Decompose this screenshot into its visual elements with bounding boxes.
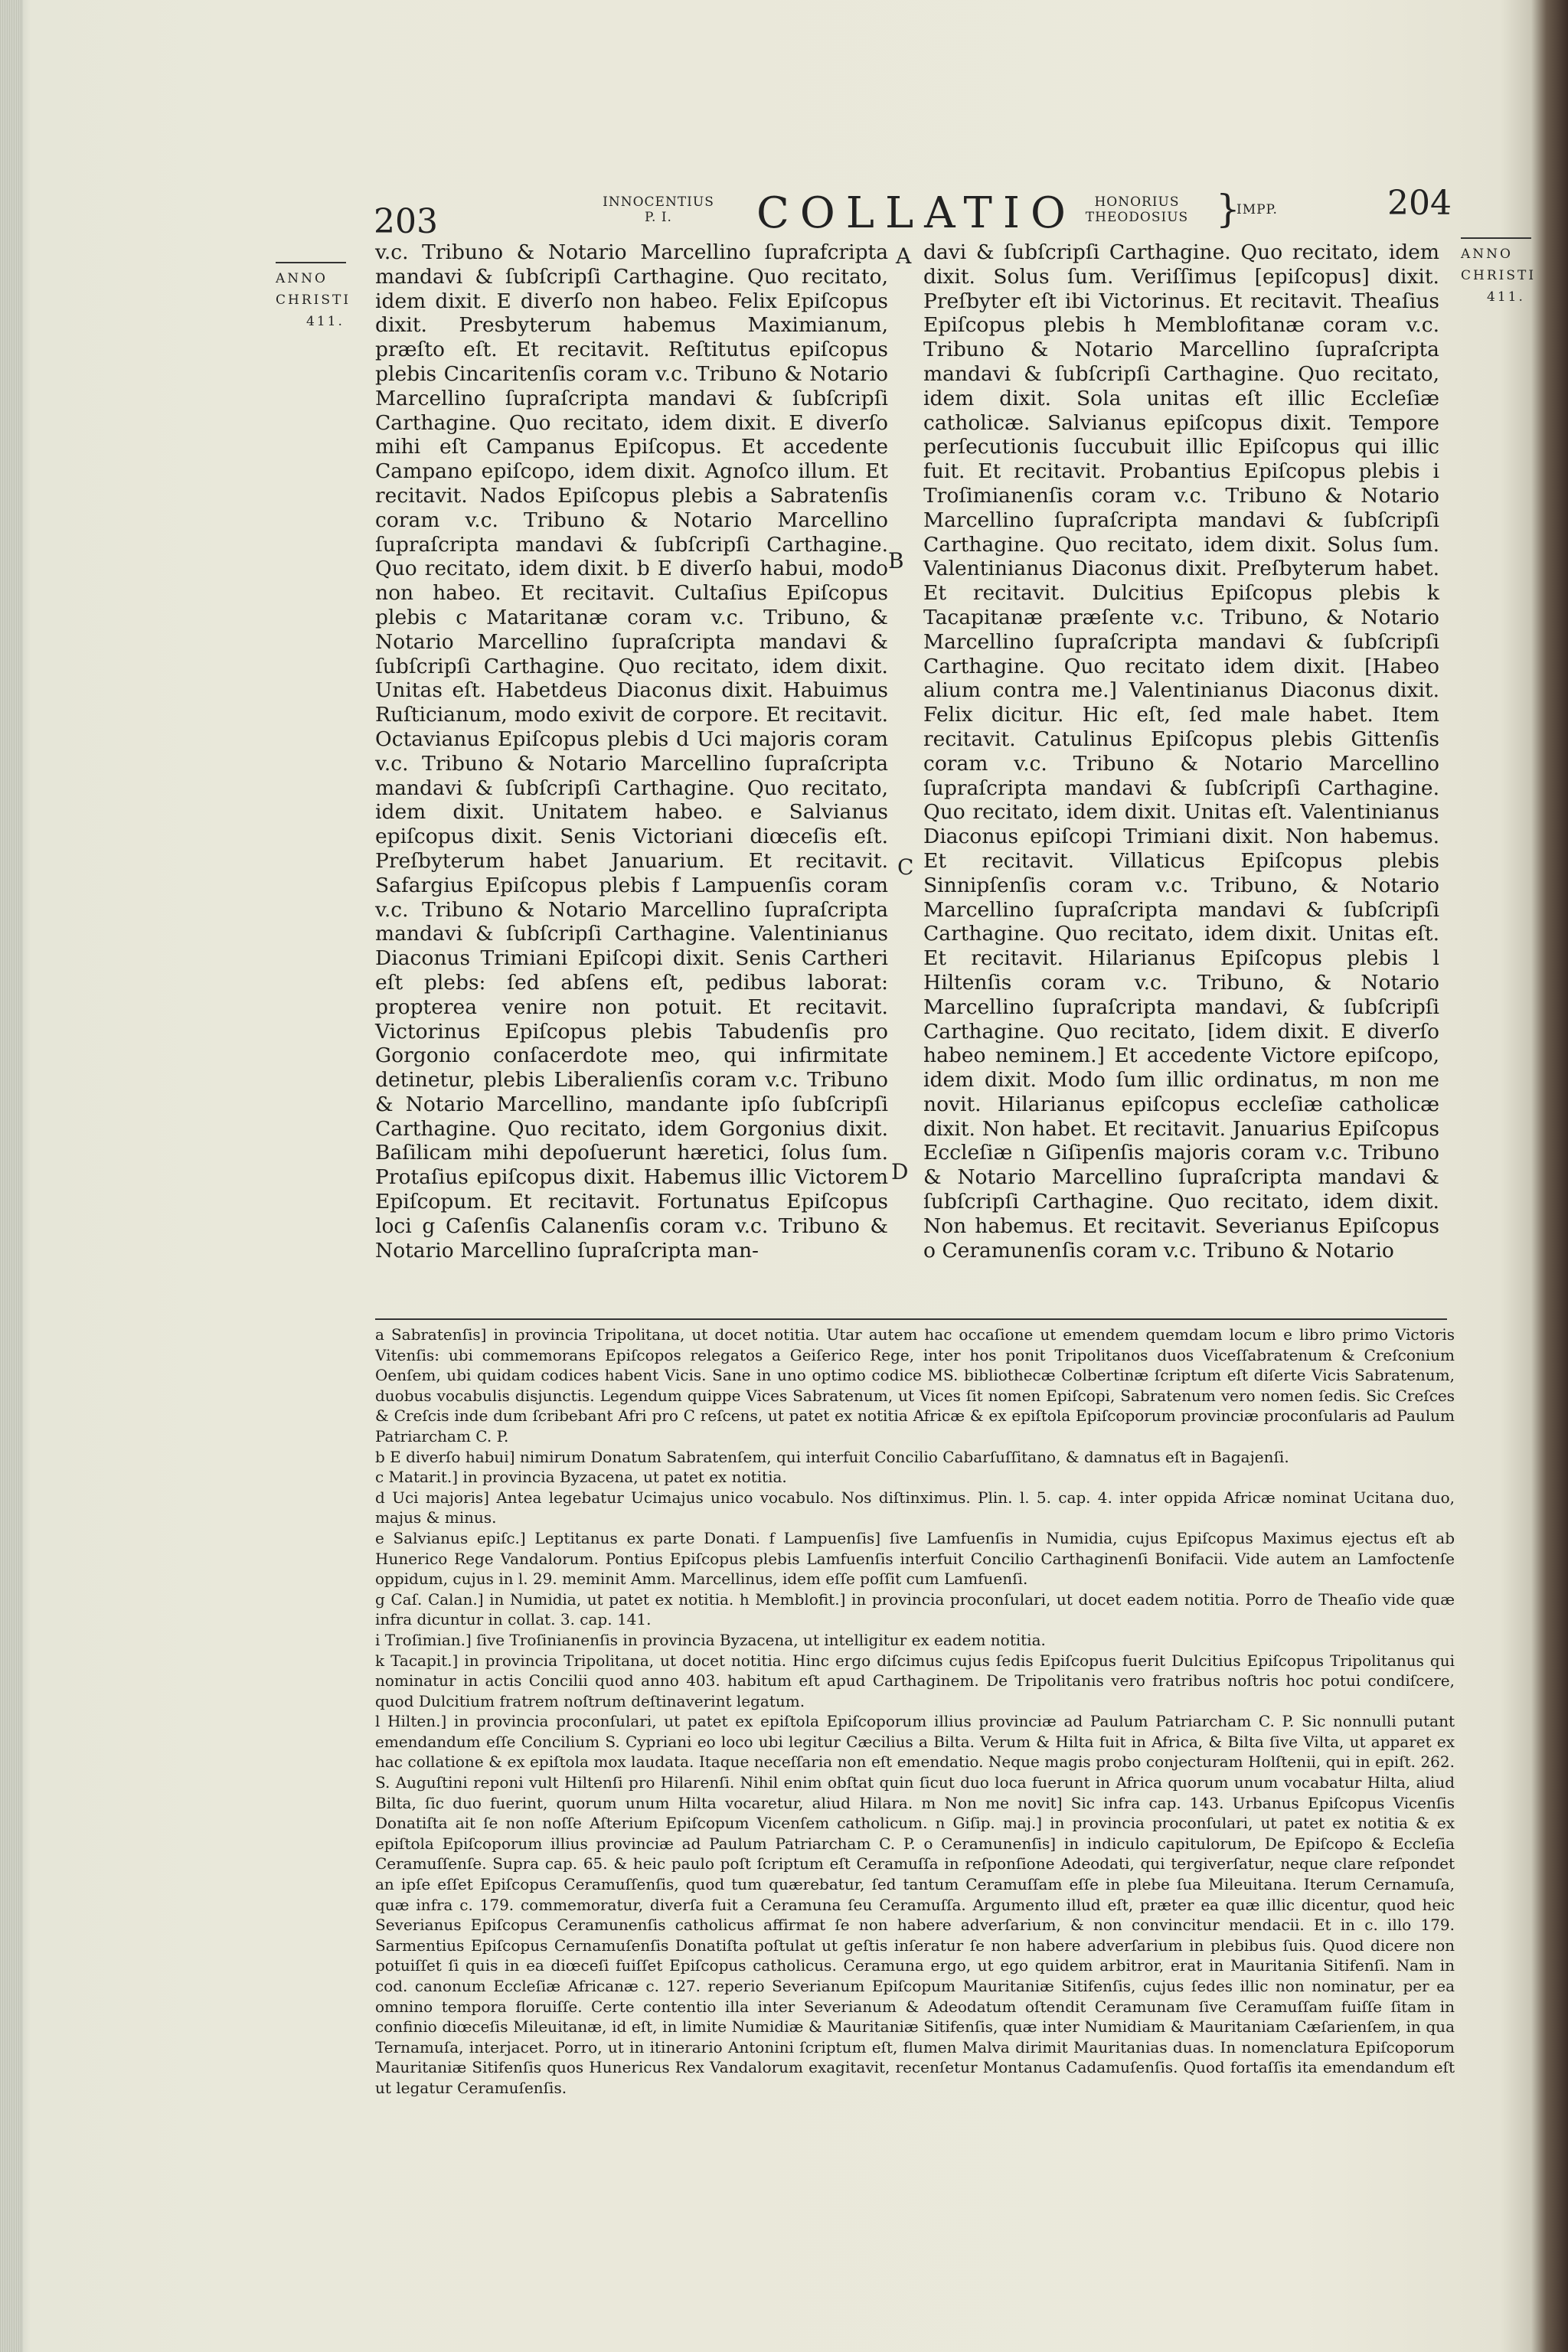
footnote-i: i Troſimian.] ſive Troſinianenſis in provincia Byzacena, ut intelligitur ex eadem notitia. <box>375 1630 1046 1649</box>
running-title: COLLATIO <box>756 188 1076 238</box>
running-head-right-line1: HONORIUS <box>1094 194 1180 210</box>
left-column-text: v.c. Tribuno & Notario Marcellino ſuprafcripta mandavi & ſubſcripſi Carthagine. Quo recitato, idem dixit. E diverſo non habeo. Felix Epiſcopus dixit. Presbyterum habemus Maximianum, præſto eſt. Et recitavit. Reſtitutus epiſcopus plebis Cincaritenſis coram v.c. Tribuno & Notario Marcellino ſupraſcripta mandavi & ſubſcripſi Carthagine. Quo recitato, idem dixit. E diverſo mihi eſt Campanus Epiſcopus. Et accedente Campano epiſcopo, idem dixit. Agnoſco illum. Et recitavit. Nados Epiſcopus plebis a Sabratenſis coram v.c. Tribuno & Notario Marcellino ſupraſcripta mandavi & ſubſcripſi Carthagine. Quo recitato, idem dixit. b E diverſo habui, modo non habeo. Et recitavit. Cultaſius Epiſcopus plebis c Mataritanæ coram v.c. Tribuno, & Notario Marcellino ſupraſcripta mandavi & ſubſcripſi Carthagine. Quo recitato, idem dixit. Unitas eſt. Habetdeus Diaconus dixit. Habuimus Ruſticianum, modo exivit de corpore. Et recitavit. Octavianus Epiſcopus plebis d Uci majoris coram v.c. Tribuno & Notario Marcellino ſupraſcripta mandavi & ſubſcripſi Carthagine. Quo recitato, idem dixit. Unitatem habeo. e Salvianus epiſcopus dixit. Senis Victoriani diœceſis eſt. Preſbyterum habet Januarium. Et recitavit. Safargius Epiſcopus plebis f Lampuenſis coram v.c. Tribuno & Notario Marcellino ſupraſcripta mandavi & ſubſcripſi Carthagine. Valentinianus Diaconus Trimiani Epiſcopi dixit. Senis Cartheri eſt plebs: ſed abſens eſt, pedibus laborat: propterea venire non potuit. Et recitavit. Victorinus Epiſcopus plebis Tabudenſis pro Gorgonio conſacerdote meo, qui infirmitate detinetur, plebis Liberalienſis coram v.c. Tribuno & Notario Marcellino, mandante ipſo ſubſcripſi Carthagine. Quo recitato, idem Gorgonius dixit. Baſilicam mihi depoſuerunt hæretici, ſolus ſum. Protaſius epiſcopus dixit. Habemus illic Victorem Epiſcopum. Et recitavit. Fortunatus Epiſcopus loci g Caſenſis Calanenſis coram v.c. Tribuno & Notario Marcellino ſupraſcripta man- <box>375 240 888 1263</box>
footnote-a: a Sabratenſis] in provincia Tripolitana, ut docet notitia. Utar autem hac occaſione ut emendem quemdam locum e libro primo Victoris Vitenſis: ubi commemorans Epiſcopos relegatos a Geiſerico Rege, inter hos ponit Tripolitanos duos Viceſſabratenum & Creſconium Oenſem, ubi quidam codices habent Vicis. Sane in uno optimo codice MS. bibliothecæ Colbertinæ ſcriptum eſt diſerte Vicis Sabratenum, duobus vocabulis disjunctis. Legendum quippe Vices Sabratenum, ut Vices ſit nomen Epiſcopi, Sabratenum vero nomen ſedis. Sic Creſces & Creſcis inde dum ſcribebant Afri pro C reſcens, ut patet ex notitia Africæ & ex epiſtola Epiſcoporum provinciæ proconſularis ad Paulum Patriarcham C. P. <box>375 1325 1455 1446</box>
anno-left-christi: CHRISTI <box>276 292 351 308</box>
right-column-text: davi & ſubſcripſi Carthagine. Quo recitato, idem dixit. Solus ſum. Veriſſimus [epiſcopus] dixit. Preſbyter eſt ibi Victorinus. Et recitavit. Theaſius Epiſcopus plebis h Memblofitanæ coram v.c. Tribuno & Notario Marcellino ſupraſcripta mandavi & ſubſcripſi Carthagine. Quo recitato, idem dixit. Sola unitas eſt illic Eccleſiæ catholicæ. Salvianus epiſcopus dixit. Tempore perſecutionis ſuccubuit illic Epiſcopus qui illic fuit. Et recitavit. Probantius Epiſcopus plebis i Troſimianenſis coram v.c. Tribuno & Notario Marcellino ſupraſcripta mandavi & ſubſcripſi Carthagine. Quo recitato, idem dixit. Solus ſum. Valentinianus Diaconus dixit. Preſbyterum habet. Et recitavit. Dulcitius Epiſcopus plebis k Tacapitanæ præſente v.c. Tribuno, & Notario Marcellino ſupraſcripta mandavi & ſubſcripſi Carthagine. Quo recitato idem dixit. [Habeo alium contra me.] Valentinianus Diaconus dixit. Felix dicitur. Hic eſt, ſed male habet. Item recitavit. Catulinus Epiſcopus plebis Gittenſis coram v.c. Tribuno & Notario Marcellino ſupraſcripta mandavi & ſubſcripſi Carthagine. Quo recitato, idem dixit. Unitas eſt. Valentinianus Diaconus epiſcopi Trimiani dixit. Non habemus. Et recitavit. Villaticus Epiſcopus plebis Sinnipſenſis coram v.c. Tribuno, & Notario Marcellino ſupraſcripta mandavi & ſubſcripſi Carthagine. Quo recitato, idem dixit. Unitas eſt. Et recitavit. Hilarianus Epiſcopus plebis l Hiltenſis coram v.c. Tribuno, & Notario Marcellino ſupraſcripta mandavi, & ſubſcripſi Carthagine. Quo recitato, [idem dixit. E diverſo habeo neminem.] Et accedente Victore epiſcopo, idem dixit. Modo ſum illic ordinatus, m non me novit. Hilarianus epiſcopus eccleſiæ catholicæ dixit. Non habet. Et recitavit. Januarius Epiſcopus Eccleſiæ n Giſipenſis majoris coram v.c. Tribuno & Notario Marcellino ſupraſcripta mandavi & ſubſcripſi Carthagine. Quo recitato, idem dixit. Non habemus. Et recitavit. Severianus Epiſcopus o Ceramunenſis coram v.c. Tribuno & Notario <box>923 240 1439 1263</box>
footnote-rule <box>375 1318 1447 1320</box>
anno-rule-left <box>276 262 346 263</box>
running-head-left-line2: P. I. <box>645 210 672 225</box>
anno-christi-left <box>276 259 351 332</box>
page-number-left: 203 <box>374 202 438 241</box>
section-marker-d: D <box>891 1159 909 1184</box>
footnote-k: k Tacapit.] in provincia Tripolitana, ut docet notitia. Hinc ergo diſcimus cujus ſedis Epiſcopus fuerit Dulcitius Epiſcopus Tripolitanus qui nominatur in actis Concilii quod anno 403. habitum eſt apud Carthaginem. De Tripolitanis vero fratribus noſtris hoc potui condiſcere, quod Dulcitium fratrem noſtrum deſtinaverint legatum. <box>375 1651 1455 1710</box>
section-marker-b: B <box>888 548 904 573</box>
anno-right-christi: CHRISTI <box>1461 268 1537 283</box>
running-head-right-line2: THEODOSIUS <box>1085 210 1189 225</box>
section-marker-c: C <box>897 854 914 880</box>
running-head-left-line1: INNOCENTIUS <box>603 194 714 210</box>
anno-right-word: ANNO <box>1461 247 1513 262</box>
footnotes <box>337 1325 1455 2099</box>
anno-christi-right <box>1461 234 1536 308</box>
text-column-right <box>923 240 1439 1263</box>
footnote-l-o: l Hilten.] in provincia proconſulari, ut patet ex epiſtola Epiſcoporum illius provinciæ ad Paulum Patriarcham C. P. Sic nonnulli putant emendandum eſſe Concilium S. Cypriani eo loco ubi legitur Cæcilius a Bilta. Verum & Hilta fuit in Africa, & Bilta ſive Vilta, ut apparet ex hac collatione & ex epiſtola mox laudata. Itaque neceſſaria non eſt emendatio. Neque magis probo conjecturam Holſtenii, qui in epiſt. 262. S. Auguſtini reponi vult Hiltenſi pro Hilarenſi. Nihil enim obſtat quin ſicut duo loca fuerunt in Africa quorum unum vocabatur Hilta, aliud Bilta, ſic duo fuerint, quorum unum Hilta vocaretur, aliud Hilara. m Non me novit] Sic infra cap. 143. Urbanus Epiſcopus Vicenſis Donatiſta ait ſe non noſſe Aſterium Epiſcopum Vicenſem catholicum. n Giſip. maj.] in provincia proconſulari, ut patet ex notitia & ex epiſtola Epiſcoporum illius provinciæ ad Paulum Patriarcham C. P. o Ceramunenſis] in indiculo capitulorum, De Epiſcopo & Eccleſia Ceramuſſenſe. Supra cap. 65. & heic paulo poſt ſcriptum eſt Ceramuſſa in reſponſione Adeodati, qui tergiverſatur, neque clare reſpondet an ipſe eſſet Epiſcopus Ceramuſſenſis, quod tum quærebatur, ſed tantum Ceramuſſam eſſe in plebe ſua Mileuitana. Iterum Cernamuſa, quæ infra c. 179. commemoratur, diverſa fuit a Ceramuna ſeu Ceramuſſa. Argumento illud eſt, præter ea quæ illic dicentur, quod heic Severianus Epiſcopus Ceramunenſis catholicus affirmat ſe non habere adverſarium, & non convincitur mendacii. Et in c. illo 179. Sarmentius Epiſcopus Cernamuſenſis Donatiſta poſtulat ut geſtis inſeratur ſe non habere adverſarium in plebibus ſuis. Quod dicere non potuiſſet ſi quis in ea diœceſi fuiſſet Epiſcopus catholicus. Ceramuna ergo, ut ego quidem arbitror, erat in Mauritania Sitifenſi. Nam in cod. canonum Eccleſiæ Africanæ c. 127. reperio Severianum Epiſcopum Mauritaniæ Sitifenſis, cujus ſedes illic non nominatur, per ea omnino tempora floruiſſe. Certe contentio illa inter Severianum & Adeodatum oſtendit Ceramunam ſive Ceramuſſam fuiſſe ſitam in confinio diœceſis Mileuitanæ, id eſt, in limite Numidiæ & Mauritaniæ Sitifenſis, quæ inter Numidiam & Mauritaniam Cæſarienſem, in qua Ternamuſa, interjacet. Porro, ut in itinerario Antonini ſcriptum eſt, flumen Malva dirimit Mauritanias duas. In nomenclatura Epiſcoporum Mauritaniæ Sitifenſis quos Hunericus Rex Vandalorum exagitavit, recenſetur Montanus Cadamuſenſis. Quod fortaſſis ita emendandum eſt ut legatur Ceramuſenſis. <box>375 1712 1455 2097</box>
footnote-d: d Uci majoris] Antea legebatur Ucimajus unico vocabulo. Nos diſtinximus. Plin. l. 5. cap. 4. inter oppida Africæ nominat Ucitana duo, majus & minus. <box>375 1488 1455 1527</box>
anno-rule-right <box>1461 237 1531 239</box>
page-number-right: 204 <box>1387 184 1452 223</box>
anno-right-year: 411. <box>1487 289 1525 305</box>
footnote-c: c Matarit.] in provincia Byzacena, ut patet ex notitia. <box>375 1468 787 1487</box>
running-head-right-impp: IMPP. <box>1236 202 1278 217</box>
text-column-left <box>375 240 888 1263</box>
footnote-e-f: e Salvianus epiſc.] Leptitanus ex parte Donati. f Lampuenſis] ſive Lamfuenſis in Numidia, cujus Epiſcopus Maximus ejectus eſt ab Hunerico Rege Vandalorum. Pontius Epiſcopus plebis Lamfuenſis interfuit Concilio Carthaginenſi Bonifacii. Vide autem an Lamfoctenſe oppidum, cujus in l. 29. meminit Amm. Marcellinus, idem eſſe poſſit cum Lamfuenſi. <box>375 1528 1455 1589</box>
section-marker-a: A <box>896 243 912 269</box>
anno-left-word: ANNO <box>276 271 328 286</box>
footnote-b: b E diverſo habui] nimirum Donatum Sabratenſem, qui interfuit Concilio Cabarſuſſitano, & damnatus eſt in Bagajenſi. <box>375 1447 1289 1466</box>
running-header <box>329 184 1452 245</box>
page-edges <box>0 0 23 2352</box>
running-head-right <box>1060 194 1214 225</box>
running-head-left <box>582 194 735 225</box>
brace-glyph: } <box>1216 187 1240 231</box>
footnote-g-h: g Caſ. Calan.] in Numidia, ut patet ex notitia. h Memblofit.] in provincia proconſulari, ut docet eadem notitia. Porro de Theaſio vide quæ infra dicuntur in collat. 3. cap. 141. <box>375 1589 1455 1629</box>
anno-left-year: 411. <box>306 314 345 329</box>
